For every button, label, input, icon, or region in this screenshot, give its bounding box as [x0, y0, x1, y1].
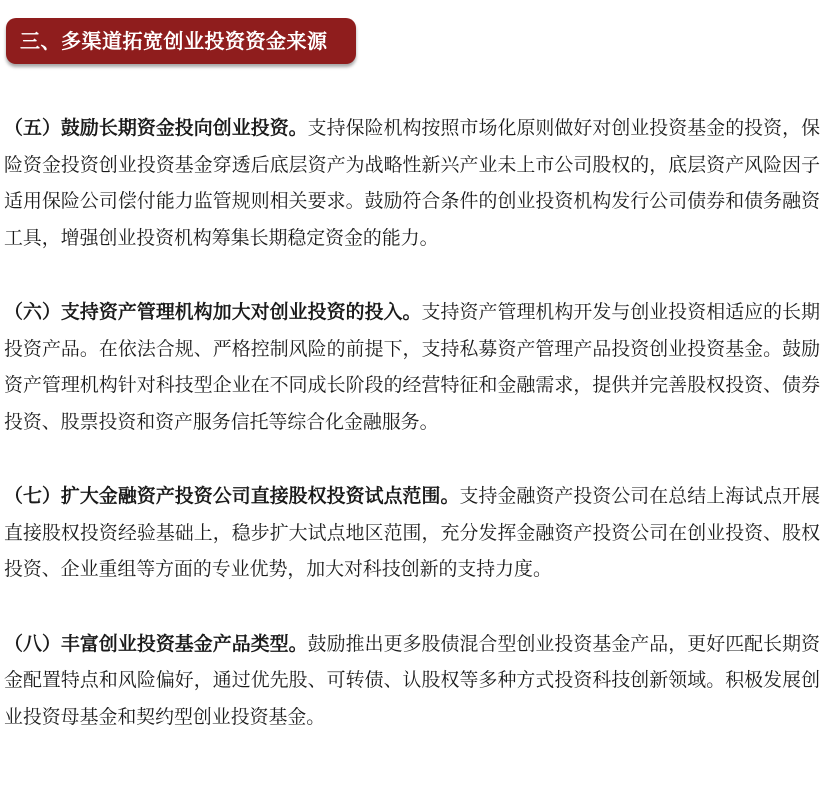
paragraph-6 — [4, 294, 820, 440]
section-title: 三、多渠道拓宽创业投资资金来源 — [20, 29, 328, 53]
paragraph-8 — [4, 626, 820, 736]
section-header-banner — [6, 18, 356, 64]
article-body — [4, 110, 820, 773]
paragraph-heading: （五）鼓励长期资金投向创业投资。 — [4, 117, 308, 139]
paragraph-text: 支持金融资产投资公司在总结上海试点开展直接股权投资经验基础上，稳步扩大试点地区范围，充分发挥金融资产投资公司在创业投资、股权投资、企业重组等方面的专业优势，加大对科技创新的支持力度。 — [4, 485, 821, 580]
paragraph-text: 鼓励推出更多股债混合型创业投资基金产品，更好匹配长期资金配置特点和风险偏好，通过优先股、可转债、认股权等多种方式投资科技创新领域。积极发展创业投资母基金和契约型创业投资基金。 — [4, 632, 821, 728]
paragraph-7 — [4, 478, 820, 588]
paragraph-heading: （六）支持资产管理机构加大对创业投资的投入。 — [4, 301, 422, 323]
paragraph-heading: （七）扩大金融资产投资公司直接股权投资试点范围。 — [4, 485, 460, 507]
paragraph-text: 支持保险机构按照市场化原则做好对创业投资基金的投资，保险资金投资创业投资基金穿透后底层资产为战略性新兴产业未上市公司股权的，底层资产风险因子适用保险公司偿付能力监管规则相关要求。鼓励符合条件的创业投资机构发行公司债券和债务融资工具，增强创业投资机构筹集长期稳定资金的能力。 — [4, 117, 821, 249]
paragraph-heading: （八）丰富创业投资基金产品类型。 — [4, 632, 308, 655]
paragraph-5 — [4, 110, 820, 256]
paragraph-text: 支持资产管理机构开发与创业投资相适应的长期投资产品。在依法合规、严格控制风险的前提下，支持私募资产管理产品投资创业投资基金。鼓励资产管理机构针对科技型企业在不同成长阶段的经营特征和金融需求，提供并完善股权投资、债券投资、股票投资和资产服务信托等综合化金融服务。 — [4, 301, 821, 433]
